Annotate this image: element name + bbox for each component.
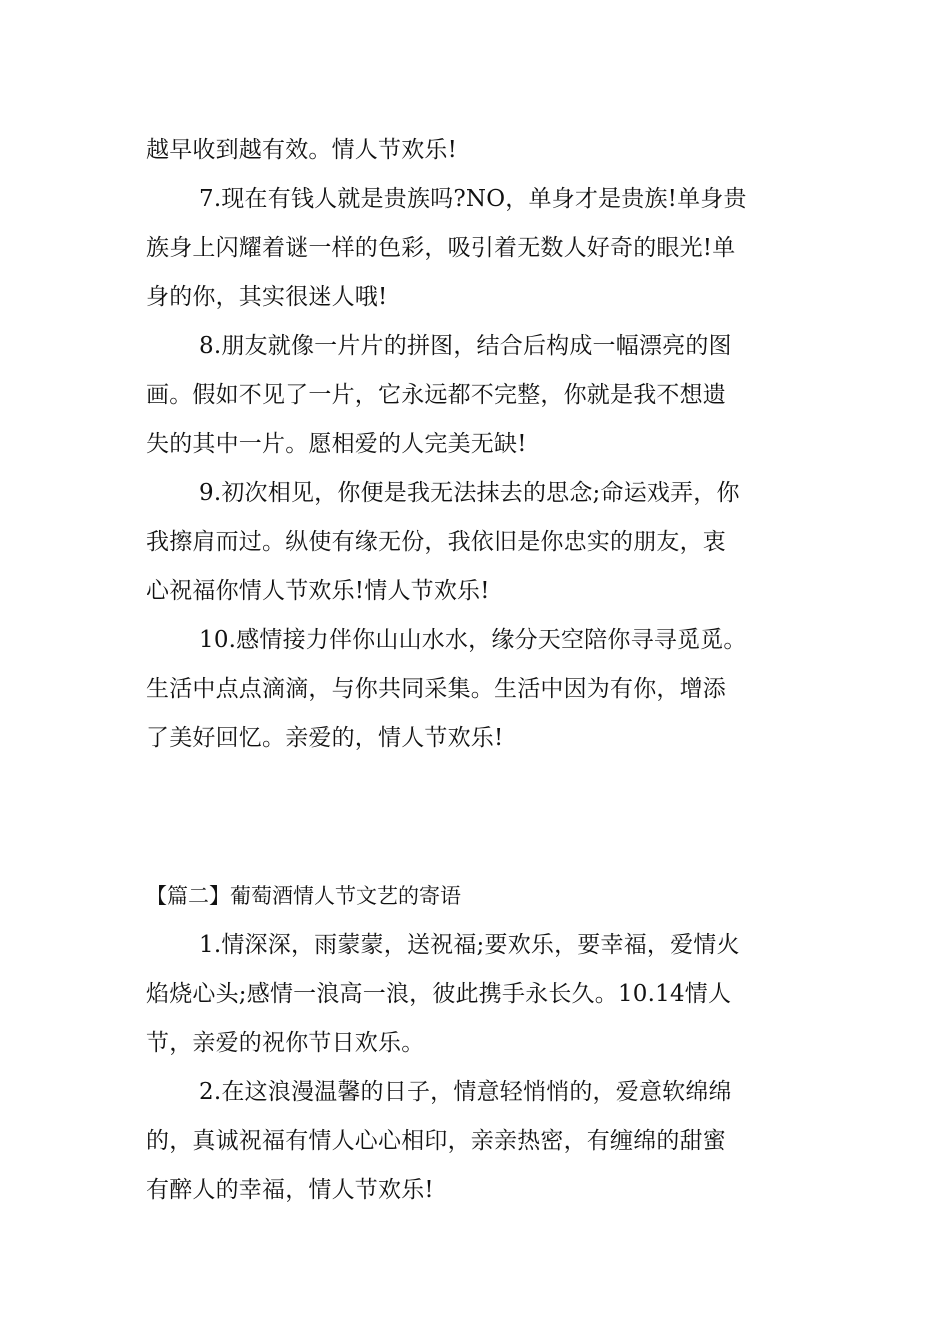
paragraph-8-line-3: 失的其中一片。愿相爱的人完美无缺!	[146, 431, 527, 457]
section-two	[146, 872, 816, 1215]
text-line: 越早收到越有效。情人节欢乐!	[146, 137, 458, 163]
paragraph-10-line-2: 生活中点点滴滴，与你共同采集。生活中因为有你，增添	[146, 676, 726, 702]
paragraph-8-line-1: 8.朋友就像一片片的拼图，结合后构成一幅漂亮的图	[199, 333, 732, 359]
paragraph-7-line-3: 身的你，其实很迷人哦!	[146, 284, 388, 310]
paragraph-1-line-2: 焰烧心头;感情一浪高一浪，彼此携手永长久。10.14情人	[146, 981, 732, 1007]
paragraph-7-line-1: 7.现在有钱人就是贵族吗?NO，单身才是贵族!单身贵	[199, 186, 747, 212]
paragraph-9-line-1: 9.初次相见，你便是我无法抹去的思念;命运戏弄，你	[199, 480, 740, 506]
paragraph-7-line-2: 族身上闪耀着谜一样的色彩，吸引着无数人好奇的眼光!单	[146, 235, 736, 261]
paragraph-2-line-1: 2.在这浪漫温馨的日子，情意轻悄悄的，爱意软绵绵	[199, 1079, 732, 1105]
section-one-text	[146, 126, 816, 763]
paragraph-10-line-3: 了美好回忆。亲爱的，情人节欢乐!	[146, 725, 504, 751]
paragraph-2-line-3: 有醉人的幸福，情人节欢乐!	[146, 1177, 434, 1203]
paragraph-1-line-1: 1.情深深，雨蒙蒙，送祝福;要欢乐，要幸福，爱情火	[199, 932, 740, 958]
paragraph-10-line-1: 10.感情接力伴你山山水水，缘分天空陪你寻寻觅觅。	[199, 627, 747, 653]
paragraph-8-line-2: 画。假如不见了一片，它永远都不完整，你就是我不想遗	[146, 382, 726, 408]
paragraph-9-line-2: 我擦肩而过。纵使有缘无份，我依旧是你忠实的朋友，衷	[146, 529, 726, 555]
paragraph-2-line-2: 的，真诚祝福有情人心心相印，亲亲热密，有缠绵的甜蜜	[146, 1128, 726, 1154]
paragraph-9-line-3: 心祝福你情人节欢乐!情人节欢乐!	[146, 578, 490, 604]
section-heading: 【篇二】葡萄酒情人节文艺的寄语	[146, 884, 461, 908]
paragraph-1-line-3: 节，亲爱的祝你节日欢乐。	[146, 1030, 425, 1056]
